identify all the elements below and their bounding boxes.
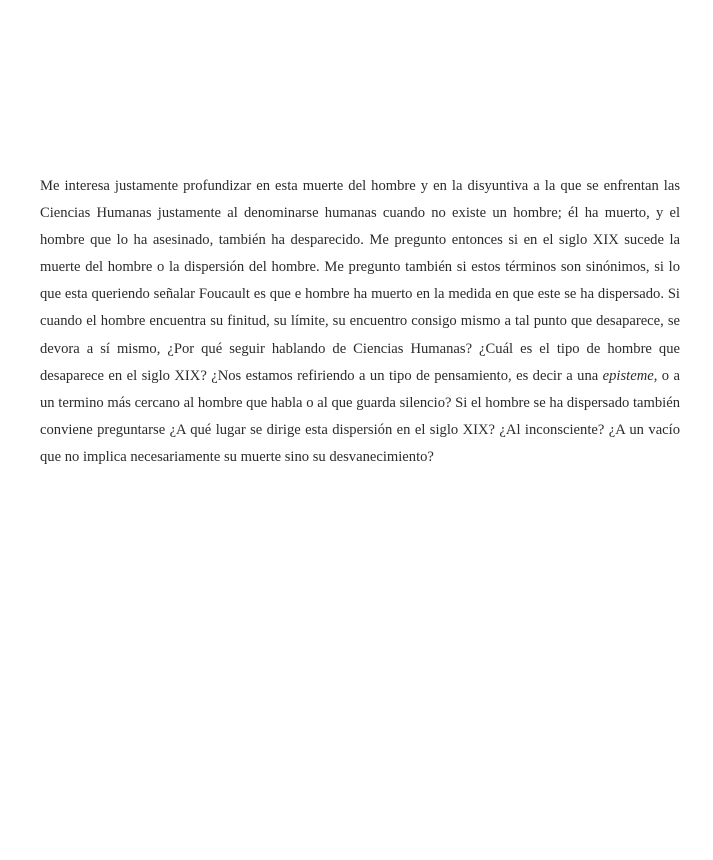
italic-term-episteme: episteme [602, 367, 654, 384]
paragraph-text-part2: , o a un termino más cercano al hombre que habla o al que guarda silencio? Si el hombre se ha dispersado también conviene preguntarse ¿A qué lugar se dirige esta dispersión en el siglo XIX? ¿Al inconsciente? ¿A un vacío que no implica necesariamente su muerte sino su desvanecimiento? [40, 367, 680, 465]
body-paragraph [40, 173, 680, 471]
paragraph-text-part1: Me interesa justamente profundizar en esta muerte del hombre y en la disyuntiva a la que se enfrentan las Ciencias Humanas justamente al denominarse humanas cuando no existe un hombre; él ha muerto, y el hombre que lo ha asesinado, también ha desparecido. Me pregunto entonces si en el siglo XIX sucede la muerte del hombre o la dispersión del hombre. Me pregunto también si estos términos son sinónimos, si lo que esta queriendo señalar Foucault es que e hombre ha muerto en la medida en que este se ha dispersado. Si cuando el hombre encuentra su finitud, su límite, su encuentro consigo mismo a tal punto que desaparece, se devora a sí mismo, ¿Por qué seguir hablando de Ciencias Humanas? ¿Cuál es el tipo de hombre que desaparece en el siglo XIX? ¿Nos estamos refiriendo a un tipo de pensamiento, es decir a una [40, 178, 680, 384]
